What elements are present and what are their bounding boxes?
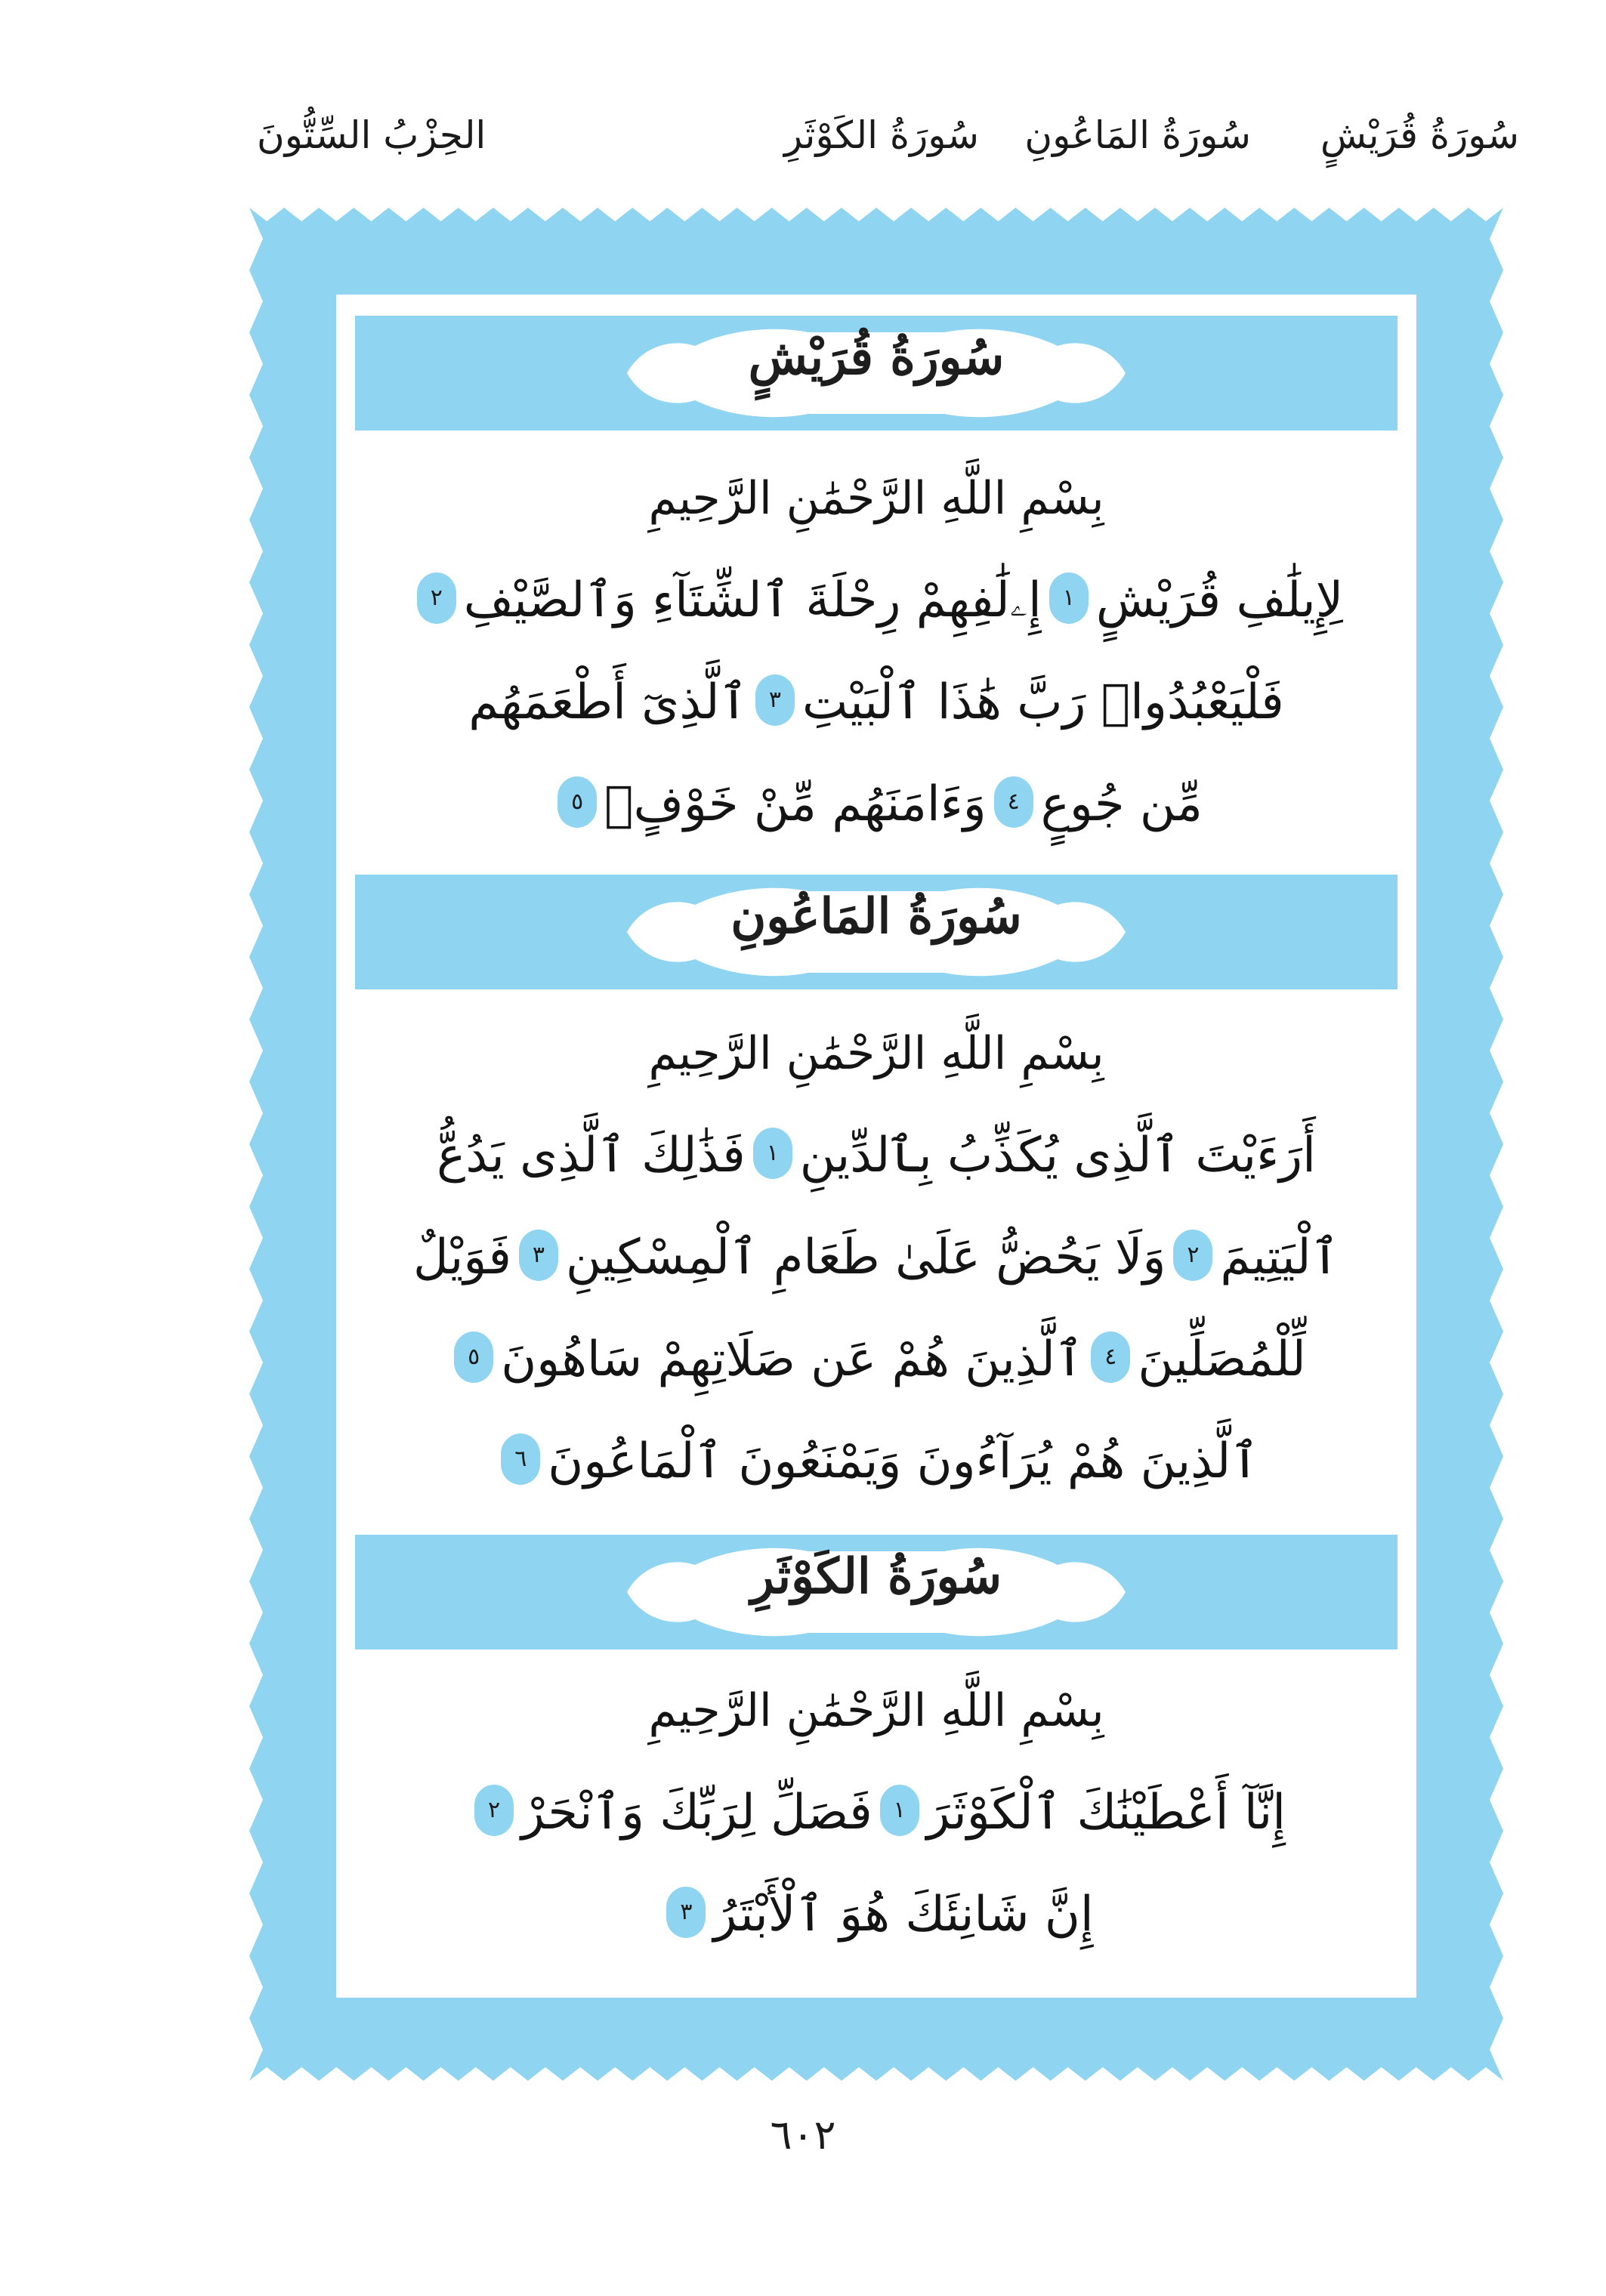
verse-number-marker: ٥ <box>454 1332 493 1383</box>
surah-title-band <box>355 1535 1398 1649</box>
verse-text: مِّن جُوعٍ <box>1040 776 1203 832</box>
verse-line <box>355 555 1398 646</box>
verse-number-marker: ١ <box>880 1785 919 1836</box>
verse-text: فَوَيْلٌ <box>413 1230 511 1285</box>
verse-line <box>355 1869 1398 1960</box>
header-surah-maun: سُورَةُ المَاعُونِ <box>1024 113 1251 157</box>
verse-text: أَرَءَيْتَ ٱلَّذِى يُكَذِّبُ بِٱلدِّينِ <box>799 1128 1316 1183</box>
surah-title-band <box>355 316 1398 430</box>
verse-text: فَلْيَعْبُدُوا۟ رَبَّ هَٰذَا ٱلْبَيْتِ <box>801 674 1284 730</box>
verse-number-marker: ٣ <box>519 1230 558 1281</box>
verse-number-marker: ١ <box>1049 572 1089 624</box>
surah-title: سُورَةُ الكَوْثَرِ <box>750 1548 1002 1605</box>
verse-text: فَصَلِّ لِرَبِّكَ وَٱنْحَرْ <box>521 1785 872 1841</box>
basmala: بِسْمِ اللَّهِ الرَّحْمَٰنِ الرَّحِيمِ <box>648 1684 1104 1737</box>
verse-number-marker: ٥ <box>557 776 597 828</box>
verse-line <box>355 1767 1398 1858</box>
verse-text: وَءَامَنَهُم مِّنْ خَوْفٍۭ <box>604 776 987 832</box>
verse-line <box>355 657 1398 748</box>
verse-text: لِإِيلَٰفِ قُرَيْشٍ <box>1095 572 1344 628</box>
header-surah-quraysh: سُورَةُ قُرَيْشٍ <box>1320 113 1519 157</box>
verse-line <box>355 759 1398 850</box>
surah-title: سُورَةُ المَاعُونِ <box>730 888 1022 945</box>
verse-text: ٱلَّذِينَ هُمْ يُرَآءُونَ وَيَمْنَعُونَ ٱلْمَاعُونَ <box>548 1433 1259 1489</box>
verse-line <box>355 1110 1398 1201</box>
verse-text: ٱلْيَتِيمَ <box>1220 1230 1339 1285</box>
verse-number-marker: ٢ <box>1173 1230 1212 1281</box>
page-number: ٦٠٢ <box>770 2111 836 2159</box>
verse-number-marker: ٢ <box>474 1785 514 1836</box>
verse-text: ٱلَّذِينَ هُمْ عَن صَلَاتِهِمْ سَاهُونَ <box>501 1332 1084 1387</box>
header-surah-kawthar: سُورَةُ الكَوْثَرِ <box>783 113 979 157</box>
verse-number-marker: ٣ <box>666 1887 706 1938</box>
basmala: بِسْمِ اللَّهِ الرَّحْمَٰنِ الرَّحِيمِ <box>648 472 1104 525</box>
verse-number-marker: ٦ <box>501 1433 540 1485</box>
verse-text: إِنَّآ أَعْطَيْنَٰكَ ٱلْكَوْثَرَ <box>926 1785 1286 1841</box>
surah-title: سُورَةُ قُرَيْشٍ <box>748 329 1005 386</box>
verse-text: إِۦلَٰفِهِمْ رِحْلَةَ ٱلشِّتَآءِ وَٱلصَّيْفِ <box>463 572 1042 628</box>
verse-text: وَلَا يَحُضُّ عَلَىٰ طَعَامِ ٱلْمِسْكِينِ <box>565 1230 1166 1285</box>
surah-title-band <box>355 875 1398 989</box>
verse-number-marker: ١ <box>753 1128 792 1179</box>
basmala: بِسْمِ اللَّهِ الرَّحْمَٰنِ الرَّحِيمِ <box>648 1027 1104 1080</box>
verse-number-marker: ٤ <box>1091 1332 1130 1383</box>
header-hizb: الحِزْبُ السِّتُّونَ <box>257 113 486 157</box>
verse-text: فَذَٰلِكَ ٱلَّذِى يَدُعُّ <box>437 1128 746 1183</box>
verse-text: إِنَّ شَانِئَكَ هُوَ ٱلْأَبْتَرُ <box>713 1887 1094 1943</box>
verse-line <box>355 1416 1398 1507</box>
verse-line <box>355 1314 1398 1405</box>
verse-number-marker: ٢ <box>417 572 456 624</box>
verse-text: ٱلَّذِىٓ أَطْعَمَهُم <box>468 674 748 730</box>
verse-text: لِّلْمُصَلِّينَ <box>1138 1332 1306 1387</box>
page-header <box>0 113 1606 181</box>
verse-number-marker: ٤ <box>994 776 1033 828</box>
verse-line <box>355 1212 1398 1303</box>
verse-number-marker: ٣ <box>755 674 795 726</box>
